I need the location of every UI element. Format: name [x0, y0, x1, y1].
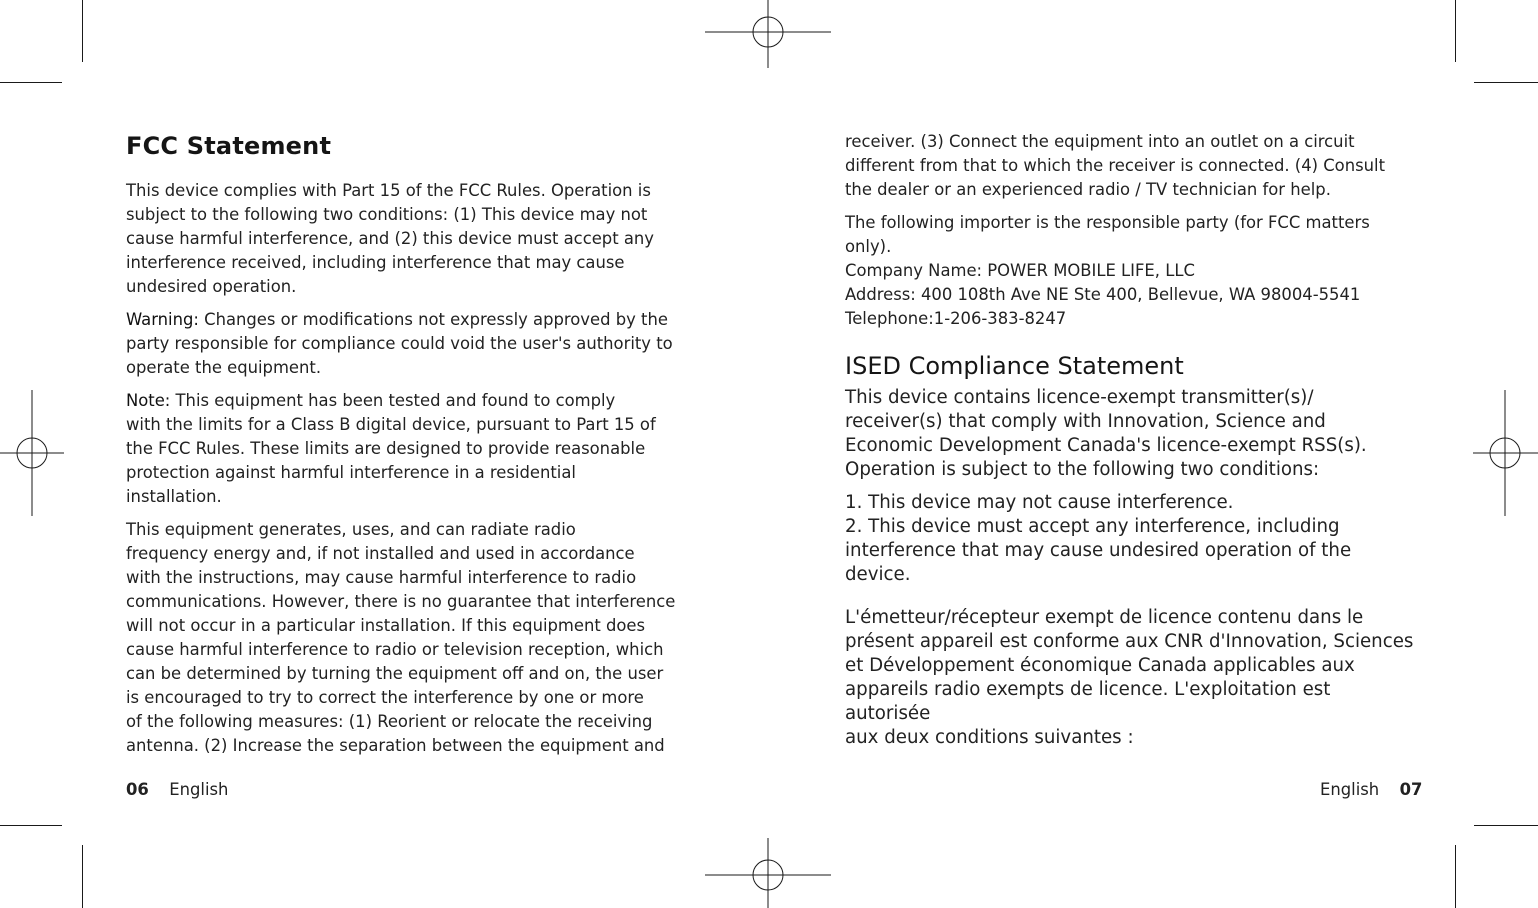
fcc-paragraph-warning: [126, 308, 696, 380]
footer-right: [1320, 778, 1422, 802]
registration-mark-right: [1473, 390, 1538, 516]
crop-mark: [1455, 0, 1456, 62]
crop-mark: [1455, 845, 1456, 908]
ised-paragraph-french: L'émetteur/récepteur exempt de licence contenu dans le présent appareil est conforme aux CNR d'Innovation, Sciences et Développement économique Canada applicables aux appareils radio exempts de licence. L'exploitation est autorisée aux deux conditions suivantes :: [845, 607, 1414, 748]
footer-language-right: English: [1320, 780, 1380, 799]
fcc-paragraph-interference: This equipment generates, uses, and can radiate radio frequency energy and, if not installed and used in accordance with the instructions, may cause harmful interference to radio communications. However, there is no guarantee that interference will not occur in a particular installation. If this equipment does cause harmful interference to radio or television reception, which can be determined by turning the equipment off and on, the user is encouraged to try to correct the interference by one or more of the following measures: (1) Reorient or relocate the receiving antenna. (2) Increase the separation between the equipment and: [126, 520, 676, 755]
registration-mark-top: [705, 0, 831, 70]
crop-mark: [0, 82, 62, 83]
fcc-responsible-party: The following importer is the responsible party (for FCC matters only). Company Name: POWER MOBILE LIFE, LLC Address: 400 108th Ave NE Ste 400, Bellevue, WA 98004-5541 Telephone:1-206-383-8247: [845, 213, 1370, 328]
page-number-left: 06: [126, 780, 149, 799]
note-label: Note:: [126, 391, 171, 410]
ised-statement-title: ISED Compliance Statement: [845, 352, 1184, 380]
crop-mark: [0, 825, 62, 826]
right-page-content: [845, 130, 1420, 750]
crop-mark: [1474, 82, 1538, 83]
warning-label: Warning:: [126, 310, 199, 329]
crop-mark: [82, 845, 83, 908]
fcc-paragraph-measures-continued: receiver. (3) Connect the equipment into an outlet on a circuit different from that to which the receiver is connected. (4) Consult the dealer or an experienced radio / TV technician for help.: [845, 132, 1385, 199]
note-text: This equipment has been tested and found to comply with the limits for a Class B digital device, pursuant to Part 15 of the FCC Rules. These limits are designed to provide reasonable protection against harmful interference in a residential installation.: [126, 391, 656, 506]
ised-paragraph-intro: This device contains licence-exempt transmitter(s)/ receiver(s) that comply with Innovation, Science and Economic Development Canada's licence-exempt RSS(s). Operation is subject to the following two conditions:: [845, 387, 1367, 480]
crop-mark: [82, 0, 83, 62]
fcc-statement-title: FCC Statement: [126, 132, 332, 160]
left-page-content: [126, 128, 696, 758]
warning-text: Changes or modifications not expressly approved by the party responsible for compliance could void the user's authority to operate the equipment.: [126, 310, 673, 377]
footer-language-left: English: [169, 780, 229, 799]
registration-mark-bottom: [705, 838, 831, 908]
fcc-paragraph-compliance: This device complies with Part 15 of the FCC Rules. Operation is subject to the following two conditions: (1) This device may not cause harmful interference, and (2) this device must accept any interference received, including interference that may cause undesired operation.: [126, 181, 654, 296]
registration-mark-left: [0, 390, 64, 516]
fcc-paragraph-note: [126, 389, 696, 509]
footer-left: [126, 778, 228, 802]
ised-conditions-list: 1. This device may not cause interference. 2. This device must accept any interference, including interference that may cause undesired operation of the device.: [845, 492, 1352, 585]
crop-mark: [1474, 825, 1538, 826]
page-number-right: 07: [1399, 780, 1423, 799]
